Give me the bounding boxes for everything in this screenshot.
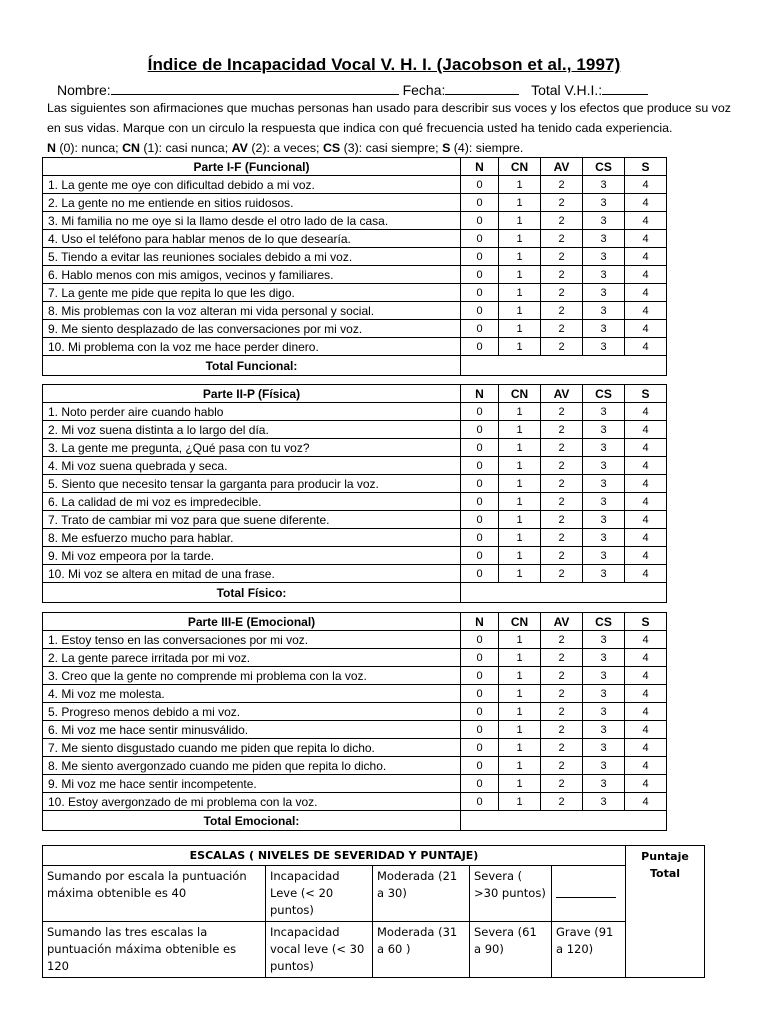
question-text: 4. Mi voz suena quebrada y seca. xyxy=(43,457,461,475)
score-option-s[interactable]: 4 xyxy=(625,457,667,475)
score-option-n[interactable]: 0 xyxy=(461,338,499,356)
score-option-cs[interactable]: 3 xyxy=(583,547,625,565)
question-text: 9. Me siento desplazado de las conversaciones por mi voz. xyxy=(43,320,461,338)
score-option-av[interactable]: 2 xyxy=(541,302,583,320)
score-option-cn[interactable]: 1 xyxy=(499,721,541,739)
score-option-s[interactable]: 4 xyxy=(625,302,667,320)
form-title: Índice de Incapacidad Vocal V. H. I. (Jacobson et al., 1997) xyxy=(147,55,621,74)
score-option-s[interactable]: 4 xyxy=(625,266,667,284)
scale-row1-severa: Severa ( >30 puntos) xyxy=(470,866,552,922)
score-option-av[interactable]: 2 xyxy=(541,248,583,266)
fecha-label: Fecha: xyxy=(402,82,446,98)
score-option-n[interactable]: 0 xyxy=(461,212,499,230)
question-text: 1. Noto perder aire cuando hablo xyxy=(43,403,461,421)
score-option-av[interactable]: 2 xyxy=(541,266,583,284)
part-total-label: Total Funcional: xyxy=(43,356,461,376)
score-option-n[interactable]: 0 xyxy=(461,302,499,320)
score-option-av[interactable]: 2 xyxy=(541,284,583,302)
score-option-n[interactable]: 0 xyxy=(461,703,499,721)
question-row xyxy=(43,248,667,266)
column-header-s: S xyxy=(625,158,667,176)
question-row xyxy=(43,439,667,457)
score-option-av[interactable]: 2 xyxy=(541,457,583,475)
score-option-cn[interactable]: 1 xyxy=(499,631,541,649)
question-row xyxy=(43,338,667,356)
score-option-cs[interactable]: 3 xyxy=(583,457,625,475)
score-option-av[interactable]: 2 xyxy=(541,439,583,457)
score-option-av[interactable]: 2 xyxy=(541,631,583,649)
question-text: 9. Mi voz me hace sentir incompetente. xyxy=(43,775,461,793)
legend-text: (1): casi nunca; xyxy=(139,141,232,155)
score-option-s[interactable]: 4 xyxy=(625,721,667,739)
score-option-cs[interactable]: 3 xyxy=(583,793,625,811)
question-row xyxy=(43,757,667,775)
score-option-av[interactable]: 2 xyxy=(541,775,583,793)
score-option-cn[interactable]: 1 xyxy=(499,667,541,685)
fecha-field[interactable] xyxy=(445,82,519,95)
score-option-av[interactable]: 2 xyxy=(541,565,583,583)
score-option-n[interactable]: 0 xyxy=(461,475,499,493)
score-option-n[interactable]: 0 xyxy=(461,685,499,703)
question-text: 6. Hablo menos con mis amigos, vecinos y familiares. xyxy=(43,266,461,284)
column-header-cn: CN xyxy=(499,613,541,631)
score-option-s[interactable]: 4 xyxy=(625,547,667,565)
score-option-s[interactable]: 4 xyxy=(625,475,667,493)
score-option-s[interactable]: 4 xyxy=(625,194,667,212)
scale-row1-leve: Incapacidad Leve (< 20 puntos) xyxy=(266,866,373,922)
question-text: 6. La calidad de mi voz es impredecible. xyxy=(43,493,461,511)
question-row xyxy=(43,403,667,421)
question-row xyxy=(43,320,667,338)
score-option-cn[interactable]: 1 xyxy=(499,649,541,667)
question-text: 8. Mis problemas con la voz alteran mi vida personal y social. xyxy=(43,302,461,320)
question-row xyxy=(43,457,667,475)
score-option-av[interactable]: 2 xyxy=(541,194,583,212)
score-option-cn[interactable]: 1 xyxy=(499,757,541,775)
legend-text: (0): nunca; xyxy=(55,141,123,155)
score-option-cn[interactable]: 1 xyxy=(499,493,541,511)
score-option-s[interactable]: 4 xyxy=(625,565,667,583)
question-row xyxy=(43,302,667,320)
score-option-s[interactable]: 4 xyxy=(625,649,667,667)
scale-row1-blank[interactable] xyxy=(552,866,626,922)
part-total-field[interactable] xyxy=(461,583,667,603)
score-option-s[interactable]: 4 xyxy=(625,338,667,356)
legend-code: CS xyxy=(322,141,341,155)
question-row xyxy=(43,739,667,757)
scale-row1-moderada: Moderada (21 a 30) xyxy=(373,866,470,922)
blank-line xyxy=(556,885,616,898)
score-option-av[interactable]: 2 xyxy=(541,757,583,775)
score-option-av[interactable]: 2 xyxy=(541,529,583,547)
score-option-s[interactable]: 4 xyxy=(625,703,667,721)
instructions-line-1: Las siguientes son afirmaciones que muchas personas han usado para describir sus voces y los efectos que produce su voz xyxy=(47,101,731,115)
score-option-av[interactable]: 2 xyxy=(541,547,583,565)
question-text: 1. La gente me oye con dificultad debido a mi voz. xyxy=(43,176,461,194)
score-option-cs[interactable]: 3 xyxy=(583,302,625,320)
column-header-cs: CS xyxy=(583,158,625,176)
score-option-n[interactable]: 0 xyxy=(461,775,499,793)
score-option-cn[interactable]: 1 xyxy=(499,529,541,547)
score-option-av[interactable]: 2 xyxy=(541,649,583,667)
score-option-av[interactable]: 2 xyxy=(541,421,583,439)
part-heading: Parte II-P (Física) xyxy=(43,385,461,403)
score-option-n[interactable]: 0 xyxy=(461,230,499,248)
legend-code: N xyxy=(47,141,56,155)
question-text: 8. Me siento avergonzado cuando me piden que repita lo dicho. xyxy=(43,757,461,775)
score-option-cs[interactable]: 3 xyxy=(583,721,625,739)
column-header-av: AV xyxy=(541,613,583,631)
score-option-s[interactable]: 4 xyxy=(625,685,667,703)
question-text: 3. Mi familia no me oye si la llamo desde el otro lado de la casa. xyxy=(43,212,461,230)
scale-legend xyxy=(47,138,717,158)
score-option-av[interactable]: 2 xyxy=(541,475,583,493)
question-row xyxy=(43,631,667,649)
part-total-field[interactable] xyxy=(461,811,667,831)
score-option-cs[interactable]: 3 xyxy=(583,493,625,511)
score-option-cn[interactable]: 1 xyxy=(499,565,541,583)
legend-code: AV xyxy=(231,141,248,155)
score-option-n[interactable]: 0 xyxy=(461,457,499,475)
question-row xyxy=(43,703,667,721)
score-option-cn[interactable]: 1 xyxy=(499,511,541,529)
score-option-n[interactable]: 0 xyxy=(461,649,499,667)
score-option-av[interactable]: 2 xyxy=(541,230,583,248)
score-option-s[interactable]: 4 xyxy=(625,757,667,775)
score-option-cn[interactable]: 1 xyxy=(499,403,541,421)
part-heading: Parte III-E (Emocional) xyxy=(43,613,461,631)
question-text: 10. Mi voz se altera en mitad de una frase. xyxy=(43,565,461,583)
question-text: 2. La gente no me entiende en sitios ruidosos. xyxy=(43,194,461,212)
score-option-cn[interactable]: 1 xyxy=(499,302,541,320)
score-option-cn[interactable]: 1 xyxy=(499,212,541,230)
score-option-n[interactable]: 0 xyxy=(461,547,499,565)
score-option-av[interactable]: 2 xyxy=(541,403,583,421)
score-option-cn[interactable]: 1 xyxy=(499,266,541,284)
score-option-n[interactable]: 0 xyxy=(461,248,499,266)
question-text: 1. Estoy tenso en las conversaciones por mi voz. xyxy=(43,631,461,649)
nombre-field[interactable] xyxy=(111,82,399,95)
question-text: 2. La gente parece irritada por mi voz. xyxy=(43,649,461,667)
score-option-cn[interactable]: 1 xyxy=(499,439,541,457)
score-option-n[interactable]: 0 xyxy=(461,667,499,685)
part-header-row xyxy=(43,385,667,403)
question-row xyxy=(43,793,667,811)
part-physical-table xyxy=(42,384,667,603)
score-option-n[interactable]: 0 xyxy=(461,493,499,511)
scale-row2-desc: Sumando las tres escalas la puntuación máxima obtenible es 120 xyxy=(43,922,266,978)
score-option-s[interactable]: 4 xyxy=(625,493,667,511)
part-heading: Parte I-F (Funcional) xyxy=(43,158,461,176)
score-option-s[interactable]: 4 xyxy=(625,176,667,194)
question-row xyxy=(43,421,667,439)
score-option-cs[interactable]: 3 xyxy=(583,421,625,439)
score-option-n[interactable]: 0 xyxy=(461,721,499,739)
score-option-av[interactable]: 2 xyxy=(541,667,583,685)
question-text: 7. La gente me pide que repita lo que les digo. xyxy=(43,284,461,302)
score-option-av[interactable]: 2 xyxy=(541,176,583,194)
score-option-cn[interactable]: 1 xyxy=(499,338,541,356)
score-option-cs[interactable]: 3 xyxy=(583,685,625,703)
score-option-s[interactable]: 4 xyxy=(625,739,667,757)
score-option-cn[interactable]: 1 xyxy=(499,475,541,493)
column-header-av: AV xyxy=(541,385,583,403)
score-option-cs[interactable]: 3 xyxy=(583,667,625,685)
part-total-row xyxy=(43,356,667,376)
instructions xyxy=(47,98,731,158)
score-option-cn[interactable]: 1 xyxy=(499,176,541,194)
severity-scales-table xyxy=(42,845,705,978)
column-header-cs: CS xyxy=(583,385,625,403)
score-option-n[interactable]: 0 xyxy=(461,421,499,439)
score-option-cs[interactable]: 3 xyxy=(583,739,625,757)
score-option-n[interactable]: 0 xyxy=(461,739,499,757)
question-row xyxy=(43,529,667,547)
score-option-s[interactable]: 4 xyxy=(625,631,667,649)
score-option-n[interactable]: 0 xyxy=(461,266,499,284)
score-option-cs[interactable]: 3 xyxy=(583,757,625,775)
score-option-av[interactable]: 2 xyxy=(541,793,583,811)
score-option-cs[interactable]: 3 xyxy=(583,320,625,338)
scale-row2-grave: Grave (91 a 120) xyxy=(552,922,626,978)
column-header-s: S xyxy=(625,613,667,631)
score-option-s[interactable]: 4 xyxy=(625,421,667,439)
score-option-cs[interactable]: 3 xyxy=(583,649,625,667)
score-option-cn[interactable]: 1 xyxy=(499,739,541,757)
column-header-cn: CN xyxy=(499,385,541,403)
score-option-av[interactable]: 2 xyxy=(541,739,583,757)
score-option-n[interactable]: 0 xyxy=(461,320,499,338)
score-option-s[interactable]: 4 xyxy=(625,403,667,421)
score-option-cs[interactable]: 3 xyxy=(583,266,625,284)
question-row xyxy=(43,230,667,248)
score-option-av[interactable]: 2 xyxy=(541,493,583,511)
score-option-n[interactable]: 0 xyxy=(461,529,499,547)
question-text: 5. Progreso menos debido a mi voz. xyxy=(43,703,461,721)
score-option-s[interactable]: 4 xyxy=(625,439,667,457)
score-option-cs[interactable]: 3 xyxy=(583,439,625,457)
puntaje-total-cell[interactable] xyxy=(626,846,705,978)
score-option-n[interactable]: 0 xyxy=(461,565,499,583)
question-row xyxy=(43,176,667,194)
score-option-cn[interactable]: 1 xyxy=(499,284,541,302)
question-row xyxy=(43,649,667,667)
score-option-cn[interactable]: 1 xyxy=(499,547,541,565)
column-header-n: N xyxy=(461,158,499,176)
question-text: 3. La gente me pregunta, ¿Qué pasa con tu voz? xyxy=(43,439,461,457)
score-option-n[interactable]: 0 xyxy=(461,194,499,212)
total-label: Total xyxy=(649,867,681,880)
score-option-n[interactable]: 0 xyxy=(461,284,499,302)
question-text: 4. Mi voz me molesta. xyxy=(43,685,461,703)
score-option-av[interactable]: 2 xyxy=(541,685,583,703)
score-option-s[interactable]: 4 xyxy=(625,667,667,685)
part-total-field[interactable] xyxy=(461,356,667,376)
question-text: 3. Creo que la gente no comprende mi problema con la voz. xyxy=(43,667,461,685)
score-option-n[interactable]: 0 xyxy=(461,793,499,811)
question-row xyxy=(43,511,667,529)
question-row xyxy=(43,493,667,511)
score-option-cn[interactable]: 1 xyxy=(499,194,541,212)
score-option-cs[interactable]: 3 xyxy=(583,338,625,356)
total-vhi-field[interactable] xyxy=(602,82,648,95)
question-row xyxy=(43,212,667,230)
question-text: 5. Siento que necesito tensar la garganta para producir la voz. xyxy=(43,475,461,493)
column-header-cs: CS xyxy=(583,613,625,631)
scale-row2-leve: Incapacidad vocal leve (< 30 puntos) xyxy=(266,922,373,978)
scale-row2-severa: Severa (61 a 90) xyxy=(470,922,552,978)
part-total-row xyxy=(43,811,667,831)
score-option-cn[interactable]: 1 xyxy=(499,320,541,338)
score-option-cs[interactable]: 3 xyxy=(583,529,625,547)
score-option-s[interactable]: 4 xyxy=(625,529,667,547)
score-option-av[interactable]: 2 xyxy=(541,511,583,529)
question-text: 2. Mi voz suena distinta a lo largo del día. xyxy=(43,421,461,439)
score-option-s[interactable]: 4 xyxy=(625,793,667,811)
score-option-cs[interactable]: 3 xyxy=(583,230,625,248)
score-option-cs[interactable]: 3 xyxy=(583,403,625,421)
legend-code: S xyxy=(442,141,451,155)
part-total-label: Total Físico: xyxy=(43,583,461,603)
score-option-cn[interactable]: 1 xyxy=(499,685,541,703)
column-header-av: AV xyxy=(541,158,583,176)
question-row xyxy=(43,721,667,739)
legend-code: CN xyxy=(122,141,140,155)
score-option-cs[interactable]: 3 xyxy=(583,212,625,230)
legend-text: (3): casi siempre; xyxy=(340,141,443,155)
score-option-s[interactable]: 4 xyxy=(625,230,667,248)
score-option-cs[interactable]: 3 xyxy=(583,703,625,721)
question-row xyxy=(43,667,667,685)
question-text: 4. Uso el teléfono para hablar menos de lo que desearía. xyxy=(43,230,461,248)
question-row xyxy=(43,775,667,793)
question-row xyxy=(43,565,667,583)
patient-header xyxy=(57,82,648,98)
question-text: 5. Tiendo a evitar las reuniones sociales debido a mi voz. xyxy=(43,248,461,266)
score-option-n[interactable]: 0 xyxy=(461,757,499,775)
part-header-row xyxy=(43,613,667,631)
scale-row1-desc: Sumando por escala la puntuación máxima obtenible es 40 xyxy=(43,866,266,922)
score-option-cn[interactable]: 1 xyxy=(499,248,541,266)
score-option-cn[interactable]: 1 xyxy=(499,457,541,475)
score-option-cs[interactable]: 3 xyxy=(583,176,625,194)
score-option-cn[interactable]: 1 xyxy=(499,421,541,439)
score-option-s[interactable]: 4 xyxy=(625,284,667,302)
score-option-av[interactable]: 2 xyxy=(541,212,583,230)
column-header-n: N xyxy=(461,385,499,403)
column-header-n: N xyxy=(461,613,499,631)
question-row xyxy=(43,475,667,493)
score-option-n[interactable]: 0 xyxy=(461,439,499,457)
question-text: 10. Estoy avergonzado de mi problema con la voz. xyxy=(43,793,461,811)
question-row xyxy=(43,266,667,284)
score-option-cs[interactable]: 3 xyxy=(583,248,625,266)
column-header-s: S xyxy=(625,385,667,403)
score-option-s[interactable]: 4 xyxy=(625,212,667,230)
score-option-s[interactable]: 4 xyxy=(625,248,667,266)
score-option-av[interactable]: 2 xyxy=(541,721,583,739)
score-option-cs[interactable]: 3 xyxy=(583,775,625,793)
score-option-cs[interactable]: 3 xyxy=(583,565,625,583)
score-option-av[interactable]: 2 xyxy=(541,703,583,721)
total-vhi-label: Total V.H.I.: xyxy=(531,82,603,98)
question-text: 8. Me esfuerzo mucho para hablar. xyxy=(43,529,461,547)
score-option-s[interactable]: 4 xyxy=(625,511,667,529)
score-option-cs[interactable]: 3 xyxy=(583,511,625,529)
score-option-cs[interactable]: 3 xyxy=(583,194,625,212)
question-text: 7. Trato de cambiar mi voz para que suene diferente. xyxy=(43,511,461,529)
question-text: 7. Me siento disgustado cuando me piden que repita lo dicho. xyxy=(43,739,461,757)
score-option-s[interactable]: 4 xyxy=(625,320,667,338)
nombre-label: Nombre: xyxy=(57,82,111,98)
question-row xyxy=(43,547,667,565)
score-option-n[interactable]: 0 xyxy=(461,631,499,649)
column-header-cn: CN xyxy=(499,158,541,176)
scales-heading: ESCALAS ( NIVELES DE SEVERIDAD Y PUNTAJE) xyxy=(43,846,626,866)
score-option-av[interactable]: 2 xyxy=(541,320,583,338)
puntaje-label: Puntaje xyxy=(641,850,689,863)
question-row xyxy=(43,685,667,703)
score-option-n[interactable]: 0 xyxy=(461,511,499,529)
score-option-n[interactable]: 0 xyxy=(461,176,499,194)
score-option-av[interactable]: 2 xyxy=(541,338,583,356)
part-total-label: Total Emocional: xyxy=(43,811,461,831)
score-option-cn[interactable]: 1 xyxy=(499,793,541,811)
part-emotional-table xyxy=(42,612,667,831)
legend-text: (4): siempre. xyxy=(450,141,524,155)
question-row xyxy=(43,284,667,302)
score-option-n[interactable]: 0 xyxy=(461,403,499,421)
instructions-line-2: en sus vidas. Marque con un circulo la respuesta que indica con qué frecuencia usted ha tenido cada experiencia. xyxy=(47,121,673,135)
score-option-cs[interactable]: 3 xyxy=(583,631,625,649)
question-text: 10. Mi problema con la voz me hace perder dinero. xyxy=(43,338,461,356)
scale-row2-moderada: Moderada (31 a 60 ) xyxy=(373,922,470,978)
score-option-cn[interactable]: 1 xyxy=(499,230,541,248)
question-text: 6. Mi voz me hace sentir minusválido. xyxy=(43,721,461,739)
score-option-cs[interactable]: 3 xyxy=(583,284,625,302)
part-functional-table xyxy=(42,157,667,376)
question-row xyxy=(43,194,667,212)
legend-text: (2): a veces; xyxy=(247,141,323,155)
question-text: 9. Mi voz empeora por la tarde. xyxy=(43,547,461,565)
score-option-cn[interactable]: 1 xyxy=(499,703,541,721)
score-option-cn[interactable]: 1 xyxy=(499,775,541,793)
part-header-row xyxy=(43,158,667,176)
score-option-cs[interactable]: 3 xyxy=(583,475,625,493)
score-option-s[interactable]: 4 xyxy=(625,775,667,793)
part-total-row xyxy=(43,583,667,603)
